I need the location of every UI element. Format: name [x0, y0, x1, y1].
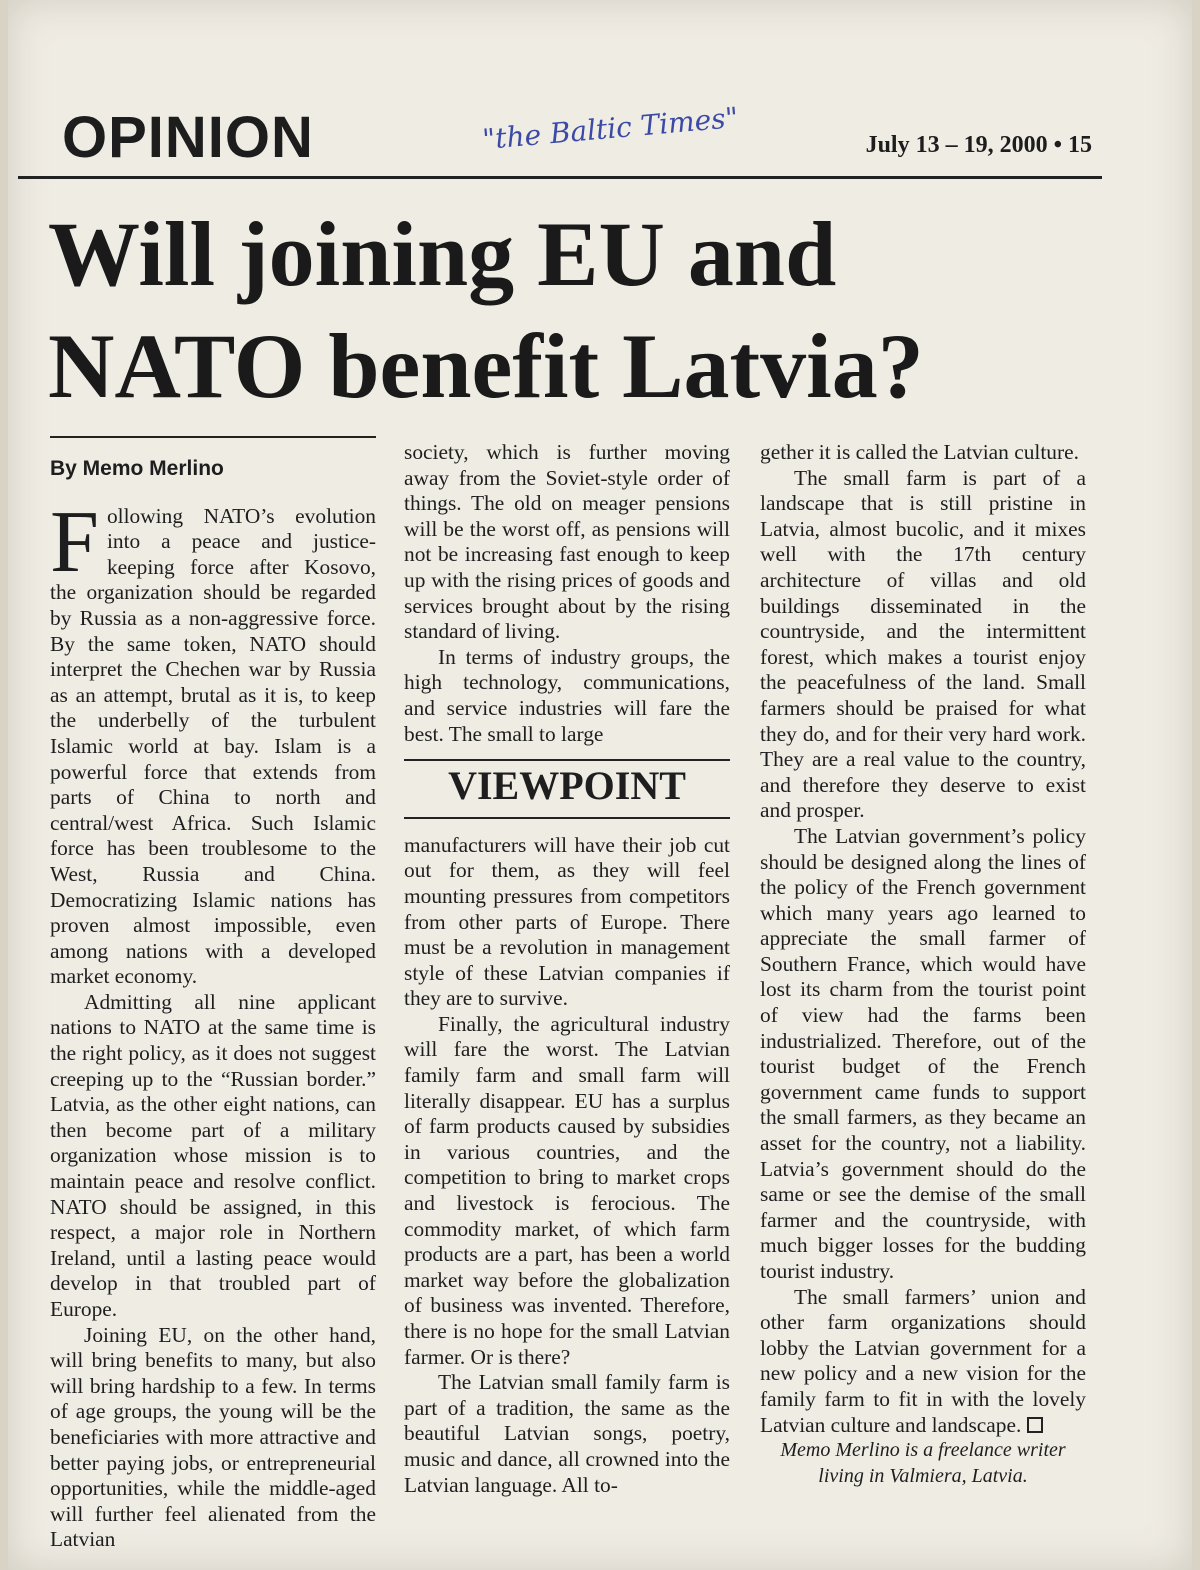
paragraph: The Latvian government’s policy should be designed along the lines of the policy of the French government which many years ago learned to appreciate the small farmer of Southern France, which would have lost its charm from the tourist point of view had the farms been industrialized. Therefore, out of the tourist budget of the French government came funds to support the small farmers, as they became an asset for the country, not a liability. Latvia’s government should do the same or see the demise of the small farmer and the countryside, with much bigger losses for the budding tourist industry.: [760, 823, 1086, 1283]
byline: By Memo Merlino: [50, 457, 224, 480]
section-title: OPINION: [62, 105, 314, 170]
viewpoint-label: VIEWPOINT: [448, 763, 686, 809]
handwritten-note: "the Baltic Times": [481, 100, 740, 157]
viewpoint-rule-bottom: [404, 817, 730, 819]
header-rule: [18, 176, 1102, 179]
paragraph: Finally, the agricultural industry will fare the worst. The Latvian family farm and small farm will literally disappear. EU has a surplus of farm products caused by subsidies in various countries, and the competition to bring to market crops and livestock is ferocious. The commodity market, of which farm products are a part, has been a world market way before the globalization of business was invented. Therefore, there is no hope for the small Latvian farmer. Or is there?: [404, 1011, 730, 1369]
drop-cap: F: [50, 493, 99, 591]
article-column-1: [50, 440, 376, 1553]
newspaper-page: [8, 0, 1192, 1570]
paragraph: Admitting all nine applicant nations to NATO at the same time is the right policy, as it does not suggest creeping up to the “Russian border.” Latvia, as the other eight nations, can then become part of a military organization whose mission is to maintain peace and resolve conflict. NATO should be assigned, in this respect, a major role in Northern Ireland, until a lasting peace would develop in that troubled part of Europe.: [50, 989, 376, 1321]
viewpoint-box: [404, 759, 730, 819]
article-column-3: [760, 440, 1086, 1489]
paragraph: Following NATO’s evolution into a peace and justice-keeping force after Kosovo, the organization should be regarded by Russia as a non-aggressive force. By the same token, NATO should interpret the Chechen war by Russia as an attempt, brutal as it is, to keep the underbelly of the turbulent Islamic world at bay. Islam is a powerful force that extends from parts of China to north and central/west Africa. Such Islamic force has been troublesome to the West, Russia and China. Democratizing Islamic nations has proven almost impossible, even among nations with a developed market economy.: [50, 493, 376, 989]
paragraph: society, which is further moving away from the Soviet-style order of things. The old on meager pensions will be the worst off, as pensions will not be increasing fast enough to keep up with the rising prices of goods and services brought about by the rising standard of living.: [404, 440, 730, 644]
byline-rule: [50, 436, 376, 438]
headline: Will joining EU and NATO benefit Latvia?: [48, 203, 924, 417]
paragraph: The Latvian small family farm is part of a tradition, the same as the beautiful Latvian songs, poetry, music and dance, all crowned into the Latvian language. All to-: [404, 1370, 730, 1497]
paragraph: In terms of industry groups, the high technology, communications, and service industries will fare the best. The small to large: [404, 644, 730, 746]
end-mark-icon: [1027, 1417, 1043, 1433]
paragraph: Joining EU, on the other hand, will bring benefits to many, but also will bring hardship to a few. In terms of age groups, the young will be the beneficiaries with more attractive and better paying jobs, or entrepreneurial opportunities, while the middle-aged will further feel alienated from the Latvian: [50, 1322, 376, 1552]
dateline: July 13 – 19, 2000 • 15: [865, 132, 1092, 158]
author-bio: Memo Merlino is a freelance writer living in Valmiera, Latvia.: [780, 1439, 1066, 1487]
paragraph: The small farmers’ union and other farm organizations should lobby the Latvian government for a new policy and a new vision for the family farm to fit in with the lovely Latvian culture and landscape.: [760, 1284, 1086, 1437]
paragraph: manufacturers will have their job cut out for them, as they will feel mounting pressures from competitors from other parts of Europe. There must be a revolution in management style of these Latvian companies if they are to survive.: [404, 832, 730, 1011]
article-column-2: [404, 440, 730, 1498]
paragraph: The small farm is part of a landscape that is still pristine in Latvia, almost bucolic, and it mixes well with the 17th century architecture of villas and old buildings disseminated in the countryside, and the intermittent forest, which makes a tourist enjoy the peacefulness of the land. Small farmers should be praised for what they do, and for their very hard work. They are a real value to the country, and therefore they deserve to exist and prosper.: [760, 465, 1086, 823]
paragraph: gether it is called the Latvian culture.: [760, 440, 1079, 464]
